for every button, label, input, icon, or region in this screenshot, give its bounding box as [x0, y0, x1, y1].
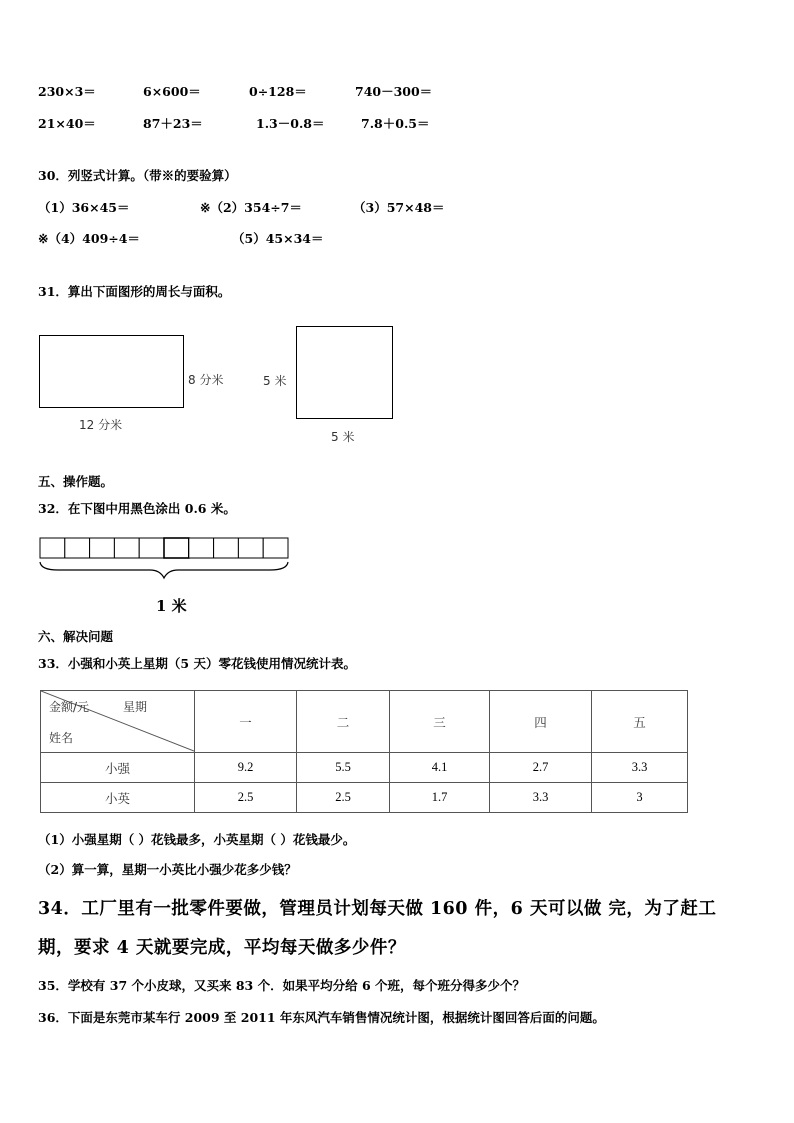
strip-cell	[263, 538, 288, 558]
oral-item-8: 7.8＋0.5＝	[361, 116, 430, 131]
meter-strip	[38, 536, 294, 596]
oral-item-6: 87＋23＝	[143, 116, 203, 131]
oral-item-1: 230×3＝	[38, 84, 96, 99]
row-name: 小英	[41, 783, 195, 813]
section-5-title: 五、操作题。	[38, 474, 114, 489]
table-cell: 2.7	[490, 753, 592, 783]
strip-cell	[90, 538, 115, 558]
strip-cell	[65, 538, 90, 558]
question-31-title: 31．算出下面图形的周长与面积。	[38, 284, 231, 299]
question-34-line-2: 期，要求 4 天就要完成，平均每天做多少件？	[38, 938, 406, 958]
q30-item-2: ※（2）354÷7＝	[200, 200, 302, 215]
day-header-2: 二	[297, 691, 390, 753]
table-row	[41, 783, 688, 813]
table-cell: 3	[592, 783, 688, 813]
rectangle-figure	[39, 335, 184, 408]
q30-item-5: （5）45×34＝	[232, 231, 324, 246]
brace-label: 1 米	[156, 597, 187, 615]
day-header-4: 四	[490, 691, 592, 753]
table-cell: 3.3	[490, 783, 592, 813]
strip-cell	[238, 538, 263, 558]
square-side-label: 5 米	[263, 374, 287, 388]
table-cell: 3.3	[592, 753, 688, 783]
row-name: 小强	[41, 753, 195, 783]
oral-item-2: 6×600＝	[143, 84, 201, 99]
question-34-line-1: 34．工厂里有一批零件要做，管理员计划每天做 160 件，6 天可以做 完，为了赶工	[38, 899, 717, 919]
strip-cell	[139, 538, 164, 558]
table-cell: 4.1	[390, 753, 490, 783]
question-30-title: 30．列竖式计算。（带※的要验算）	[38, 168, 237, 183]
strip-cell	[164, 538, 189, 558]
strip-cell	[114, 538, 139, 558]
q33-sub-2: （2）算一算，星期一小英比小强少花多少钱？	[38, 862, 297, 877]
oral-item-4: 740－300＝	[355, 84, 433, 99]
strip-cell	[189, 538, 214, 558]
question-36: 36．下面是东莞市某车行 2009 至 2011 年东风汽车销售情况统计图，根据统计图回答后面的问题。	[38, 1010, 605, 1025]
question-32-title: 32．在下图中用黑色涂出 0.6 米。	[38, 501, 236, 516]
table-corner-header	[41, 691, 195, 753]
section-6-title: 六、解决问题	[38, 629, 114, 644]
brace-icon	[40, 562, 288, 578]
q33-sub-1: （1）小强星期（ ）花钱最多，小英星期（ ）花钱最少。	[38, 832, 356, 847]
rect-width-label: 12 分米	[79, 418, 123, 432]
oral-item-5: 21×40＝	[38, 116, 96, 131]
oral-item-7: 1.3－0.8＝	[256, 116, 325, 131]
table-cell: 5.5	[297, 753, 390, 783]
day-header-5: 五	[592, 691, 688, 753]
q30-item-3: （3）57×48＝	[353, 200, 445, 215]
corner-name-label: 姓名	[49, 731, 74, 745]
q30-item-4: ※（4）409÷4＝	[38, 231, 140, 246]
oral-item-3: 0÷128＝	[249, 84, 307, 99]
table-cell: 9.2	[195, 753, 297, 783]
table-cell: 2.5	[195, 783, 297, 813]
square-figure	[296, 326, 393, 419]
corner-weekday-label: 星期	[123, 700, 148, 714]
corner-amount-label: 金额/元	[49, 700, 90, 714]
table-cell: 1.7	[390, 783, 490, 813]
day-header-3: 三	[390, 691, 490, 753]
q30-item-1: （1）36×45＝	[38, 200, 130, 215]
square-bottom-label: 5 米	[331, 430, 355, 444]
question-35: 35．学校有 37 个小皮球，又买来 83 个．如果平均分给 6 个班，每个班分得多少个？	[38, 978, 525, 993]
table-row	[41, 753, 688, 783]
rect-height-label: 8 分米	[188, 373, 224, 387]
strip-cell	[214, 538, 239, 558]
strip-cell	[40, 538, 65, 558]
table-cell: 2.5	[297, 783, 390, 813]
day-header-1: 一	[195, 691, 297, 753]
allowance-table	[40, 690, 688, 813]
question-33-title: 33．小强和小英上星期（5 天）零花钱使用情况统计表。	[38, 656, 356, 671]
